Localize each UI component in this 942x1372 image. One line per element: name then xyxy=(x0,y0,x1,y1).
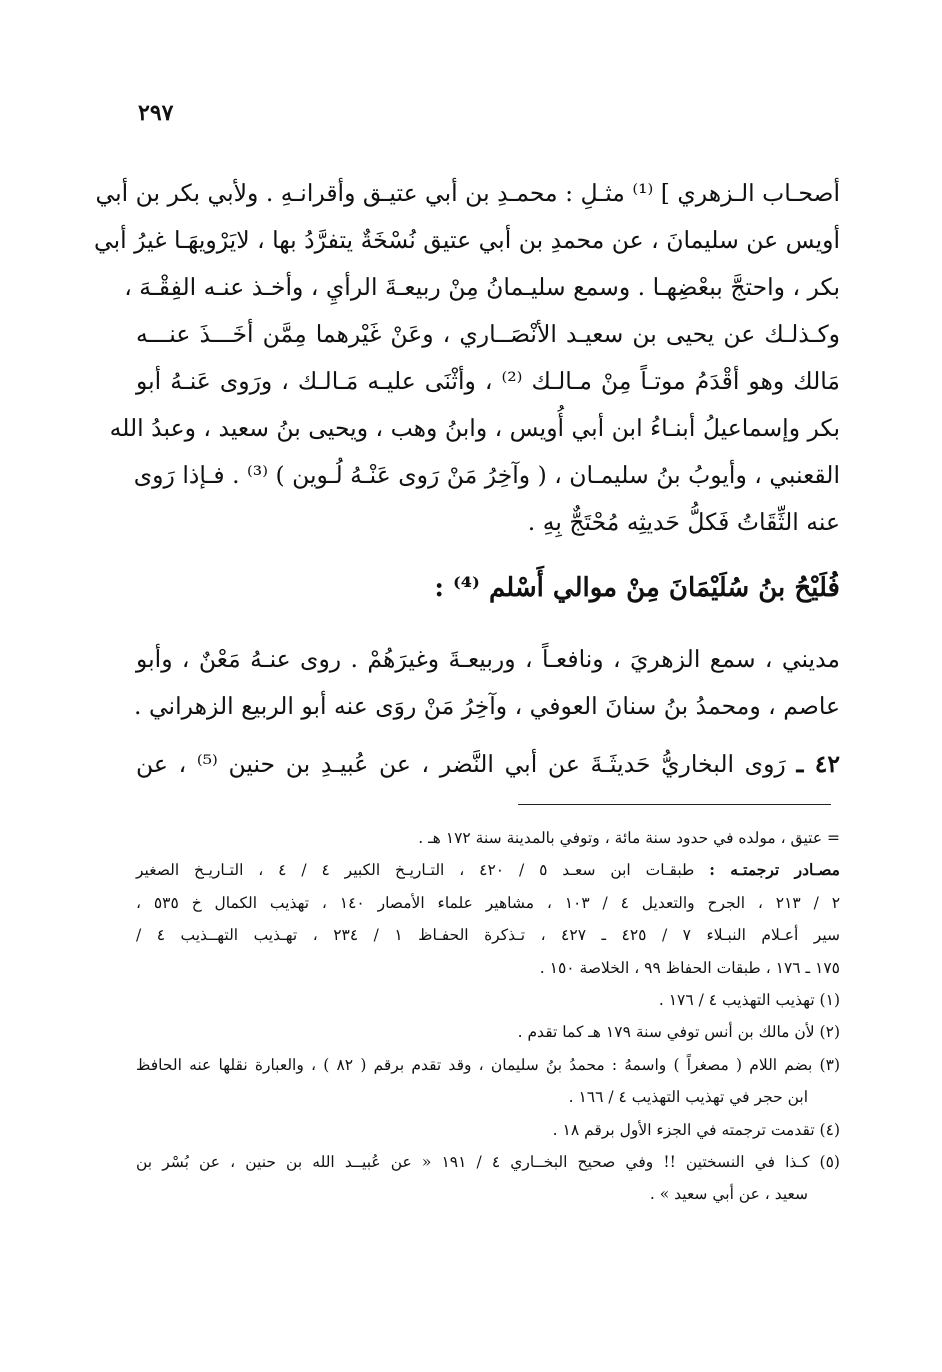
text-line: أصحـاب الـزهري ] ⁽¹⁾ مثـلِ : محمـدِ بن أبي عتيـق وأقرانـهِ . ولأبي بكر بن أبي xyxy=(95,179,840,207)
heading-title: فُلَيْحُ بنُ سُلَيْمَانَ مِنْ موالي أَسْلم xyxy=(488,573,840,603)
footnote-3-cont: ابن حجر في تهذيب التهذيب ٤ / ١٦٦ . xyxy=(568,1088,808,1107)
heading-footnote-ref: ⁽⁴⁾ : xyxy=(434,573,480,603)
sources-text: طبقـات ابن سعـد ٥ / ٤٢٠ ، التـاريـخ الكبير ٤ / ٤ ، التـاريـخ الصغير xyxy=(136,861,695,880)
sources-line: ١٧٥ ـ ١٧٦ ، طبقات الحفاظ ٩٩ ، الخلاصة ١٥٠ . xyxy=(539,958,840,977)
sources-line xyxy=(136,854,840,886)
footnote-5-cont: سعيد ، عن أبي سعيد » . xyxy=(649,1185,808,1204)
entry-heading xyxy=(136,568,840,608)
footnote-1: (١) تهذيب التهذيب ٤ / ١٧٦ . xyxy=(658,990,840,1009)
text-line: القعنبي ، وأيوبُ بنُ سليمـان ، ( وآخِرُ مَنْ رَوى عَنْـهُ لُـوين ) ⁽³⁾ . فـإذا رَوى xyxy=(133,461,840,489)
footnote-divider xyxy=(518,804,831,805)
text-line: عاصم ، ومحمدُ بنُ سنانَ العوفي ، وآخِرُ مَنْ روَى عنه أبو الربيع الزهراني . xyxy=(134,692,840,720)
entry-paragraph xyxy=(136,636,840,730)
sources-line: سير أعـلام النبـلاء ٧ / ٤٢٥ ـ ٤٢٧ ، تـذكرة الحفـاظ ١ / ٢٣٤ ، تهـذيب التهــذيب ٤ / xyxy=(136,926,841,945)
paragraph-text: رَوى البخاريُّ حَديثَـةَ عن أبي النَّضر ، عن عُبيـدِ بن حنين ⁽⁵⁾ ، عن xyxy=(136,750,786,778)
text-line: وكـذلـك عن يحيى بن سعيـد الأنْصَــاري ، وعَنْ غَيْرهما مِمَّن أخَـــذَ عنـــه xyxy=(136,320,840,348)
footnote-5: (٥) كـذا في النسختين !! وفي صحيح البخــاري ٤ / ١٩١ « عن عُبيــد الله بن حنين ، عن بُسْر بن xyxy=(136,1152,840,1171)
footnote-2: (٢) لأن مالك بن أنس توفي سنة ١٧٩ هـ كما تقدم . xyxy=(517,1023,840,1042)
sources-label: مصـادر ترجمتـه : xyxy=(709,860,840,880)
text-line: مَالك وهو أقْدَمُ موتـاً مِنْ مـالـك ⁽²⁾ ، وأثْنَى عليـه مَـالـك ، ورَوى عَنـهُ أبو xyxy=(136,367,841,395)
page-number: ٢٩٧ xyxy=(138,100,174,126)
footnotes xyxy=(136,822,840,1211)
sources-line: ٢ / ٢١٣ ، الجرح والتعديل ٤ / ١٠٣ ، مشاهير علماء الأمصار ١٤٠ ، تهذيب الكمال خ ٥٣٥ ، xyxy=(136,893,841,912)
text-line: عنه الثِّقَاتُ فَكلُّ حَديثِه مُحْتَجٌّ بِهِ . xyxy=(527,508,840,536)
main-paragraph xyxy=(94,170,841,546)
numbered-paragraph xyxy=(136,744,840,784)
footnote-4: (٤) تقدمت ترجمته في الجزء الأول برقم ١٨ . xyxy=(552,1120,840,1139)
paragraph-number: ٤٢ ـ xyxy=(796,750,840,778)
text-line: بكر وإسماعيلُ أبنـاءُ ابن أبي أُويس ، وابنُ وهب ، ويحيى بنُ سعيد ، وعبدُ الله xyxy=(109,414,840,442)
footnote-continuation: = عتيق ، مولده في حدود سنة مائة ، وتوفي بالمدينة سنة ١٧٢ هـ . xyxy=(418,829,840,847)
text-line: مديني ، سمع الزهريَ ، ونافعـاً ، وربيعـةَ وغيرَهُمْ . روى عنـهُ مَعْنٌ ، وأبو xyxy=(136,645,840,673)
text-line: بكر ، واحتجَّ ببعْضِهـا . وسمع سليـمانُ مِنْ ربيعـةَ الرأيِ ، وأخـذ عنـه الفِقْـهَ ، xyxy=(124,273,840,301)
footnote-3: (٣) بضم اللام ( مصغراً ) واسمهُ : محمدُ بنُ سليمان ، وقد تقدم برقم ( ٨٢ ) ، والعبارة نقلها عنه الحافظ xyxy=(136,1055,840,1074)
text-line: أويس عن سليمانَ ، عن محمدِ بن أبي عتيق نُسْخَةٌ يتفرَّدُ بها ، لايَرْويهَـا غيرُ أبي xyxy=(94,226,840,254)
